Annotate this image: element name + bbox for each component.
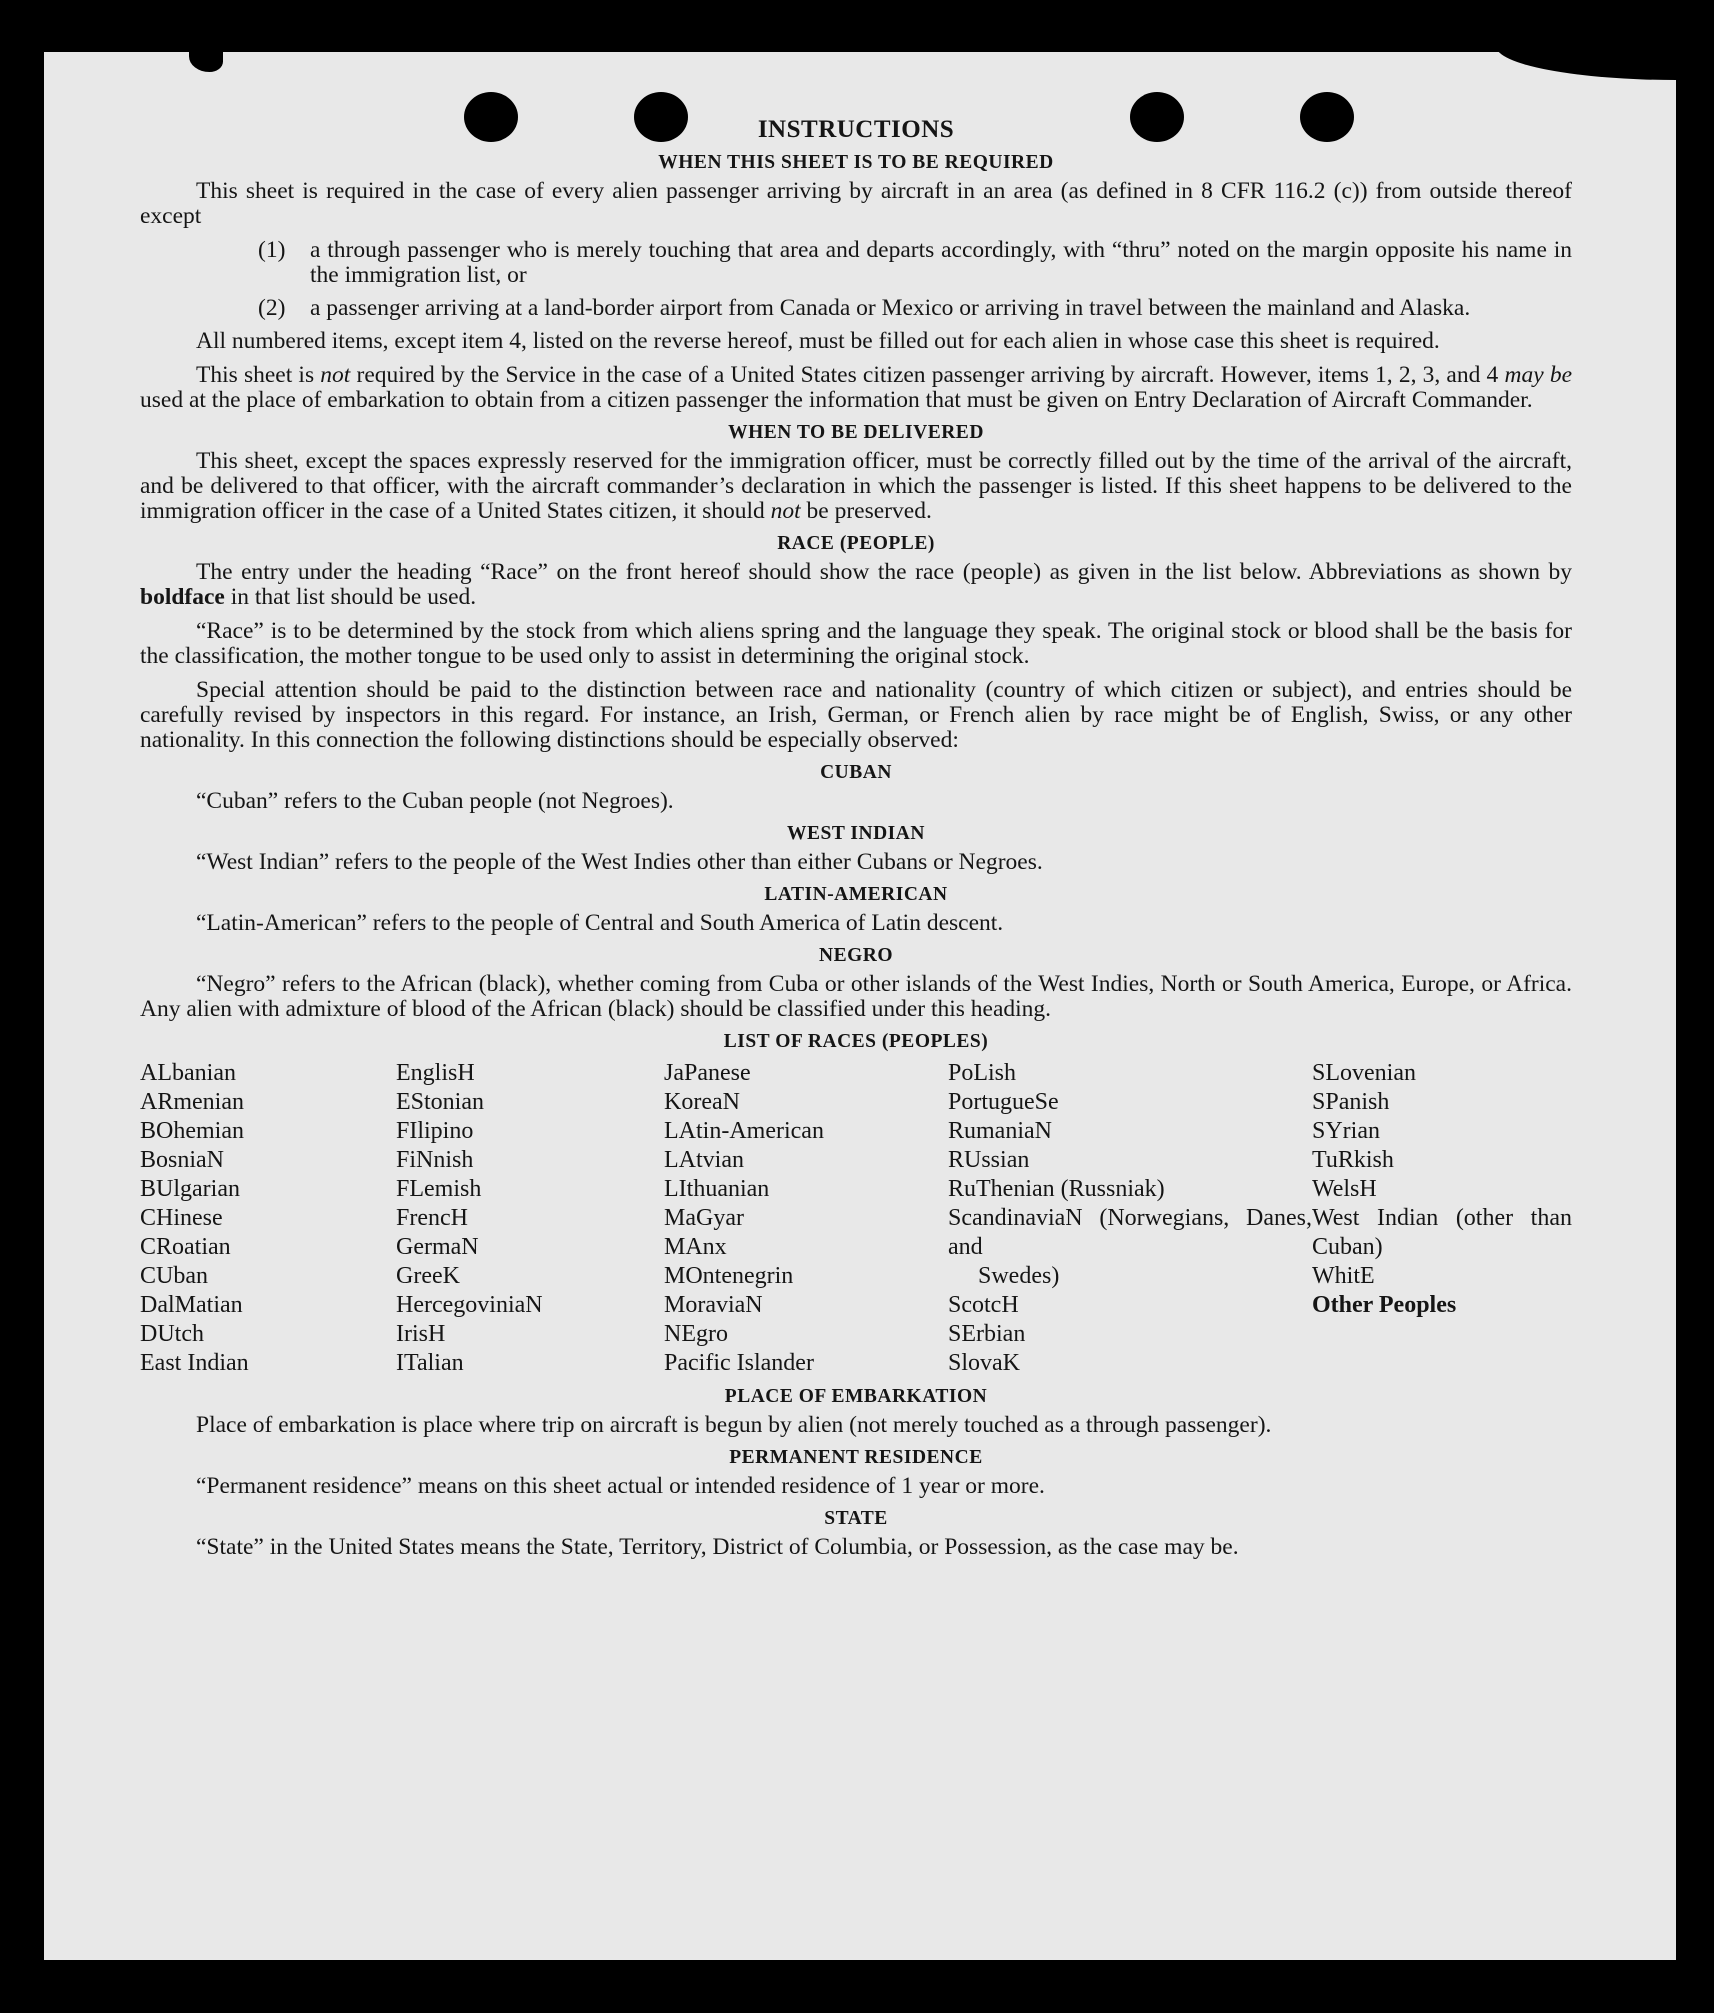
race-entry: FLemish — [396, 1176, 482, 1202]
paragraph: “West Indian” refers to the people of the West Indies other than either Cubans or Negroes. — [196, 849, 1043, 875]
section-heading: STATE — [824, 1508, 888, 1529]
section-heading: LATIN-AMERICAN — [764, 884, 948, 905]
race-entry: ARmenian — [140, 1089, 244, 1115]
text-run: used at the place of embarkation to obtain from a citizen passenger the information that must be given on Entry Declaration of Aircraft Commander. — [140, 387, 1533, 413]
race-column — [1312, 1059, 1572, 1378]
race-entry: SlovaK — [948, 1350, 1020, 1376]
race-entry: EStonian — [396, 1089, 484, 1115]
text-run: required by the Service in the case of a United States citizen passenger arriving by aircraft. However, items 1, 2, 3, and 4 — [350, 362, 1505, 388]
page-title: INSTRUCTIONS — [757, 116, 955, 143]
race-entry: West Indian (other than Cuban) — [1312, 1205, 1572, 1260]
race-entry: FiNnish — [396, 1147, 474, 1173]
italic-text: not — [770, 498, 801, 524]
race-entry: CHinese — [140, 1205, 223, 1231]
paragraph — [140, 363, 1572, 413]
race-entry: LIthuanian — [664, 1176, 770, 1202]
race-entry: LAtin-American — [664, 1118, 824, 1144]
section-heading: NEGRO — [818, 945, 893, 966]
torn-edge — [1496, 52, 1676, 80]
race-entry: ALbanian — [140, 1060, 236, 1086]
punch-hole — [634, 92, 688, 142]
section-heading: PLACE OF EMBARKATION — [724, 1386, 988, 1407]
paragraph — [140, 560, 1572, 610]
text-run: This sheet, except the spaces expressly reserved for the immigration officer, must be correctly filled out by the time of the arrival of the aircraft, and be delivered to that officer, with the aircraft commander’s declaration in which the passenger is listed. If this sheet happens to be delivered to the immigration officer in the case of a United States citizen, it should — [140, 448, 1572, 524]
race-entry: ScandinaviaN (Norwegians, Danes, and — [948, 1205, 1312, 1260]
item-number: (2) — [258, 295, 286, 321]
race-entry: BOhemian — [140, 1118, 244, 1144]
race-entry: KoreaN — [664, 1089, 740, 1115]
paragraph: “State” in the United States means the State, Territory, District of Columbia, or Possession, as the case may be. — [196, 1534, 1239, 1560]
race-entry: East Indian — [140, 1350, 249, 1376]
text-run: The entry under the heading “Race” on the front hereof should show the race (people) as given in the list below. Abbreviations as shown by — [196, 559, 1572, 585]
race-entry: GermaN — [396, 1234, 479, 1260]
race-entry: HercegoviniaN — [396, 1292, 543, 1318]
text-run: be preserved. — [800, 498, 932, 524]
race-entry: IrisH — [396, 1321, 446, 1347]
race-entry: MOntenegrin — [664, 1263, 794, 1289]
section-heading: WEST INDIAN — [787, 823, 925, 844]
bold-text: boldface — [140, 584, 225, 610]
race-entry: ScotcH — [948, 1292, 1019, 1318]
item-text: a through passenger who is merely touching that area and departs accordingly, with “thru” noted on the margin opposite his name in the immigration list, or — [310, 237, 1572, 288]
race-column — [948, 1059, 1312, 1378]
race-entry: JaPanese — [664, 1060, 751, 1086]
race-entry: CRoatian — [140, 1234, 231, 1260]
numbered-item — [140, 238, 1572, 288]
race-entry: EnglisH — [396, 1060, 475, 1086]
race-column — [396, 1059, 664, 1378]
punch-hole — [1130, 92, 1184, 142]
race-entry: FrencH — [396, 1205, 468, 1231]
race-entry: RuThenian (Russniak) — [948, 1176, 1165, 1202]
paragraph: Place of embarkation is place where trip on aircraft is begun by alien (not merely touched as a through passenger). — [196, 1412, 1272, 1438]
race-entry: DUtch — [140, 1321, 204, 1347]
paragraph: “Cuban” refers to the Cuban people (not Negroes). — [196, 788, 674, 814]
text-run: in that list should be used. — [224, 584, 477, 610]
race-entry: LAtvian — [664, 1147, 744, 1173]
race-entry: DalMatian — [140, 1292, 243, 1318]
race-entry: MAnx — [664, 1234, 727, 1260]
race-entry: PoLish — [948, 1060, 1017, 1086]
race-entry: TuRkish — [1312, 1147, 1394, 1173]
paragraph: “Negro” refers to the African (black), whether coming from Cuba or other islands of the West Indies, North or South America, Europe, or Africa. Any alien with admixture of blood of the African (black) should be classified under this heading. — [140, 971, 1572, 1022]
race-entry: SPanish — [1312, 1089, 1390, 1115]
race-entry: MaGyar — [664, 1205, 744, 1231]
section-heading: WHEN THIS SHEET IS TO BE REQUIRED — [658, 152, 1054, 173]
race-entry: Other Peoples — [1312, 1292, 1457, 1318]
race-column — [664, 1059, 948, 1378]
italic-text: may be — [1504, 362, 1572, 388]
paragraph: “Latin-American” refers to the people of Central and South America of Latin descent. — [196, 910, 1004, 936]
paragraph: All numbered items, except item 4, listed on the reverse hereof, must be filled out for each alien in whose case this sheet is required. — [196, 328, 1440, 354]
race-entry: RumaniaN — [948, 1118, 1052, 1144]
punch-hole — [1300, 92, 1354, 142]
race-entry: NEgro — [664, 1321, 728, 1347]
race-entry: WhitE — [1312, 1263, 1375, 1289]
race-entry: SYrian — [1312, 1118, 1380, 1144]
section-heading: PERMANENT RESIDENCE — [729, 1447, 983, 1468]
paragraph — [140, 449, 1572, 524]
section-heading: LIST OF RACES (PEOPLES) — [723, 1031, 989, 1052]
paragraph: “Permanent residence” means on this sheet actual or intended residence of 1 year or more. — [196, 1473, 1045, 1499]
paragraph: This sheet is required in the case of every alien passenger arriving by aircraft in an area (as defined in 8 CFR 116.2 (c)) from outside thereof except — [140, 178, 1572, 229]
race-entry: Pacific Islander — [664, 1350, 814, 1376]
race-entry: SLovenian — [1312, 1060, 1416, 1086]
item-text: a passenger arriving at a land-border airport from Canada or Mexico or arriving in travel between the mainland and Alaska. — [310, 295, 1471, 321]
race-entry: GreeK — [396, 1263, 460, 1289]
torn-edge — [189, 52, 223, 72]
paragraph: “Race” is to be determined by the stock from which aliens spring and the language they speak. The original stock or blood shall be the basis for the classification, the mother tongue to be used only to assist in determining the original stock. — [140, 618, 1572, 669]
section-heading: CUBAN — [820, 762, 892, 783]
race-column — [140, 1059, 396, 1378]
race-entry: BosniaN — [140, 1147, 224, 1173]
paragraph: Special attention should be paid to the distinction between race and nationality (country of which citizen or subject), and entries should be carefully revised by inspectors in this regard. For instance, an Irish, German, or French alien by race might be of English, Swiss, or any other nationality. In this connection the following distinctions should be especially observed: — [140, 677, 1572, 753]
race-entry: FIlipino — [396, 1118, 474, 1144]
race-entry: Swedes) — [978, 1263, 1060, 1289]
race-entry: WelsH — [1312, 1176, 1377, 1202]
document-page — [44, 52, 1676, 1960]
section-heading: RACE (PEOPLE) — [777, 533, 935, 554]
item-number: (1) — [258, 237, 286, 263]
race-entry: RUssian — [948, 1147, 1030, 1173]
race-entry: SErbian — [948, 1321, 1026, 1347]
race-entry: MoraviaN — [664, 1292, 763, 1318]
race-entry: PortugueSe — [948, 1089, 1059, 1115]
text-run: This sheet is — [196, 362, 321, 388]
italic-text: not — [320, 362, 351, 388]
race-list — [140, 1059, 1572, 1378]
race-entry: CUban — [140, 1263, 208, 1289]
punch-hole — [464, 92, 518, 142]
section-heading: WHEN TO BE DELIVERED — [728, 422, 984, 443]
race-entry: BUlgarian — [140, 1176, 240, 1202]
numbered-item — [140, 296, 1572, 321]
race-entry: ITalian — [396, 1350, 464, 1376]
